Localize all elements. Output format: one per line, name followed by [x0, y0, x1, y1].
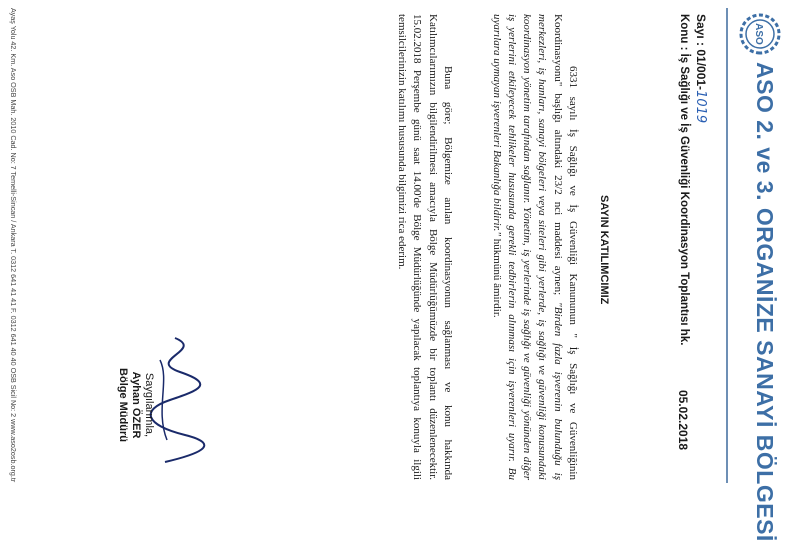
signature-block	[116, 345, 155, 465]
signer-name: Ayhan ÖZER	[130, 371, 142, 439]
paragraph-law-reference	[488, 14, 580, 480]
p1-ending: hükmünü âmirdir.	[490, 236, 503, 318]
subject-line: Konu : İş Sağlığı ve İş Güvenliği Koordinasyon Toplantısı hk.	[678, 14, 690, 346]
document-date: 05.02.2018	[676, 390, 690, 451]
paragraph-meeting-announcement: Buna göre; Bölgemize anılan koordinasyonun sağlanması ve konu hakkında Katılımcılarımızın bilgilendirilmesi amacıyla Bölge Müdürlüğümüzde bir toplantı düzenlenecektir. 15.02.2018 Perşembe günü saat 14.00'de Bölge Müdürlüğünde yapılacak toplantıya konuyla ilgili temsilcilerinizin katılımı hususunda bilgimizi rica ederim.	[396, 14, 454, 480]
salutation: SAYIN KATILIMCIMIZ	[598, 195, 610, 305]
logo-text: ASO	[753, 23, 764, 45]
reference-label: Sayı : 01/001-	[694, 14, 708, 91]
organization-title: ASO 2. ve 3. ORGANİZE SANAYİ BÖLGESİ	[752, 62, 778, 542]
reference-number	[693, 14, 708, 123]
reference-handwritten-number: 1019	[693, 90, 708, 124]
p1-intro: 6331 sayılı İş Sağlığı ve İş Güvenliği Kanununun " İş Sağlığı ve Güvenliğinin Koordinasyonu" başlığı altındaki 23/2 nci maddesi aynen;	[551, 14, 579, 480]
signer-title: Bölge Müdürü	[117, 368, 129, 442]
footer-address: Ayaş Yolu 42. Km. Aso OSB Mah. 2010 Cad. No: 7 Temelli-Sincan / Ankara T. 0312 641 41 41 F. 0312 641 40 40 OSB Sicil No: 2 www.aso2osb.org.tr	[9, 8, 18, 483]
p1-quote: "Birden fazla işverenin bulunduğu iş merkezleri, iş hanları, sanayi bölgeleri veya siteleri gibi yerlerde, iş sağlığı ve güvenliği konusundaki koordinasyon yönetim tarafından sağlanır. Yönetim, iş yerlerinde iş sağlığı ve güvenliği yönünden diğer iş yerlerini etkileyecek tehlikeler hususunda gerekli tedbirlerin alınması için işverenleri uyarır. Bu uyarılara uymayan işverenleri Bakanlığa bildirir."	[490, 14, 564, 480]
aso-logo-icon	[738, 12, 782, 56]
header-divider	[726, 8, 728, 483]
closing-regards: Saygılarımla,	[143, 372, 155, 438]
